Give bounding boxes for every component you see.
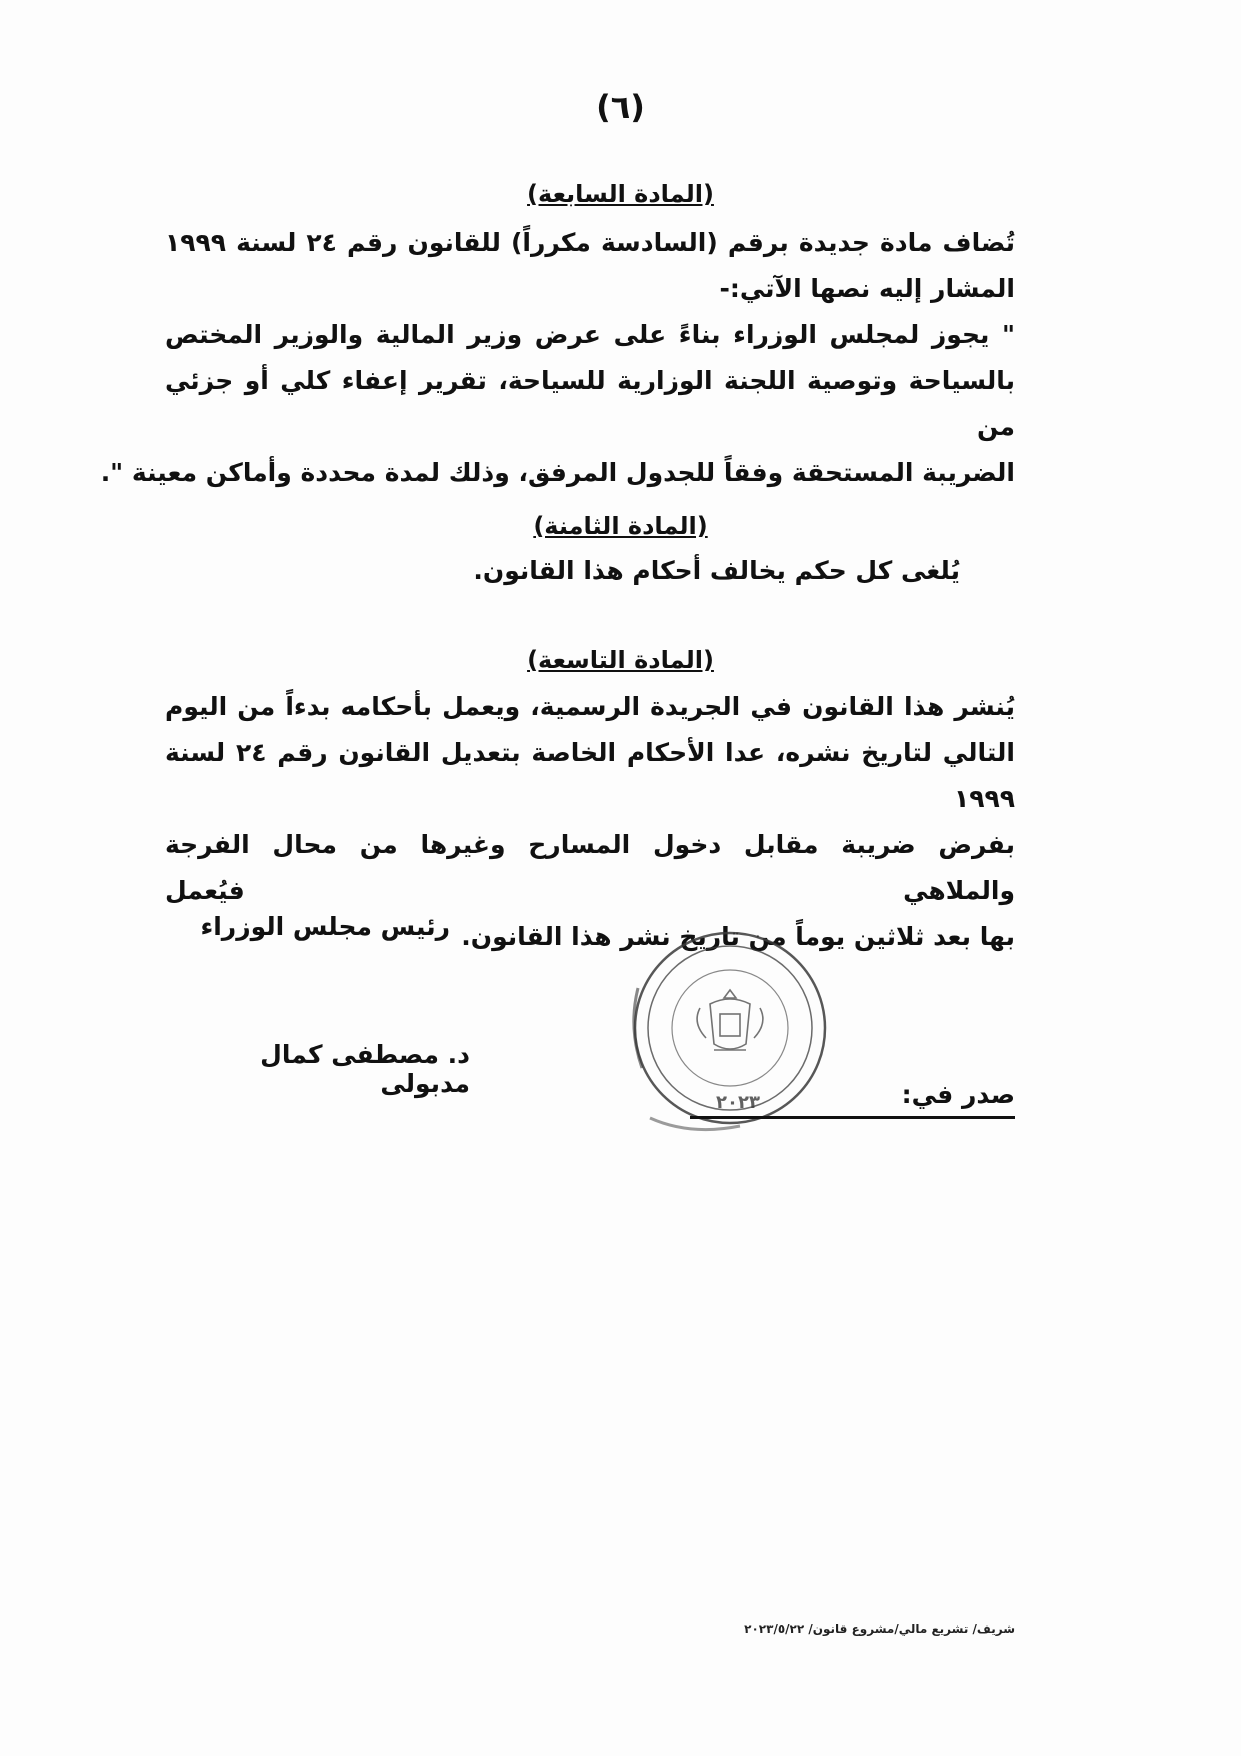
eagle-emblem-icon — [697, 990, 763, 1050]
article-9-line: التالي لتاريخ نشره، عدا الأحكام الخاصة بتعديل القانون رقم ٢٤ لسنة ١٩٩٩ — [165, 738, 1016, 813]
article-7-line: " يجوز لمجلس الوزراء بناءً على عرض وزير المالية والوزير المختص — [165, 320, 1015, 349]
article-9-title: (المادة التاسعة) — [527, 646, 714, 674]
footer-reference: شريف/ تشريع مالي/مشروع قانون/ ٢٠٢٣/٥/٢٢ — [744, 1622, 1015, 1636]
article-7-line: بالسياحة وتوصية اللجنة الوزارية للسياحة، تقرير إعفاء كلي أو جزئي من — [165, 366, 1015, 441]
signature-title: رئيس مجلس الوزراء — [200, 912, 450, 941]
article-7-line: المشار إليه نصها الآتي:- — [719, 274, 1015, 303]
article-9-line: يُنشر هذا القانون في الجريدة الرسمية، ويعمل بأحكامه بدءاً من اليوم — [165, 692, 1015, 721]
issued-label: صدر في: — [901, 1080, 1015, 1109]
article-7-body — [100, 220, 1015, 496]
page-number: (٦) — [596, 88, 645, 126]
official-seal — [610, 918, 830, 1138]
article-9-line: بفرض ضريبة مقابل دخول المسارح وغيرها من محال الفرجة والملاهي فيُعمل — [165, 830, 1015, 905]
article-7-title: (المادة السابعة) — [527, 180, 714, 208]
article-8-title: (المادة الثامنة) — [533, 512, 708, 540]
article-7-line: تُضاف مادة جديدة برقم (السادسة مكرراً) للقانون رقم ٢٤ لسنة ١٩٩٩ — [165, 228, 1015, 257]
article-9-line: بها بعد ثلاثين يوماً من تاريخ نشر هذا القانون. — [461, 922, 1015, 951]
issued-date-line — [690, 1116, 1015, 1119]
signature-name: د. مصطفى كمال مدبولى — [260, 1040, 470, 1098]
seal-year: ٢٠٢٣ — [716, 1092, 760, 1113]
article-7-line: الضريبة المستحقة وفقاً للجدول المرفق، وذلك لمدة محددة وأماكن معينة ". — [100, 458, 1015, 487]
article-8-body — [165, 548, 960, 594]
article-8-line: يُلغى كل حكم يخالف أحكام هذا القانون. — [473, 556, 960, 585]
